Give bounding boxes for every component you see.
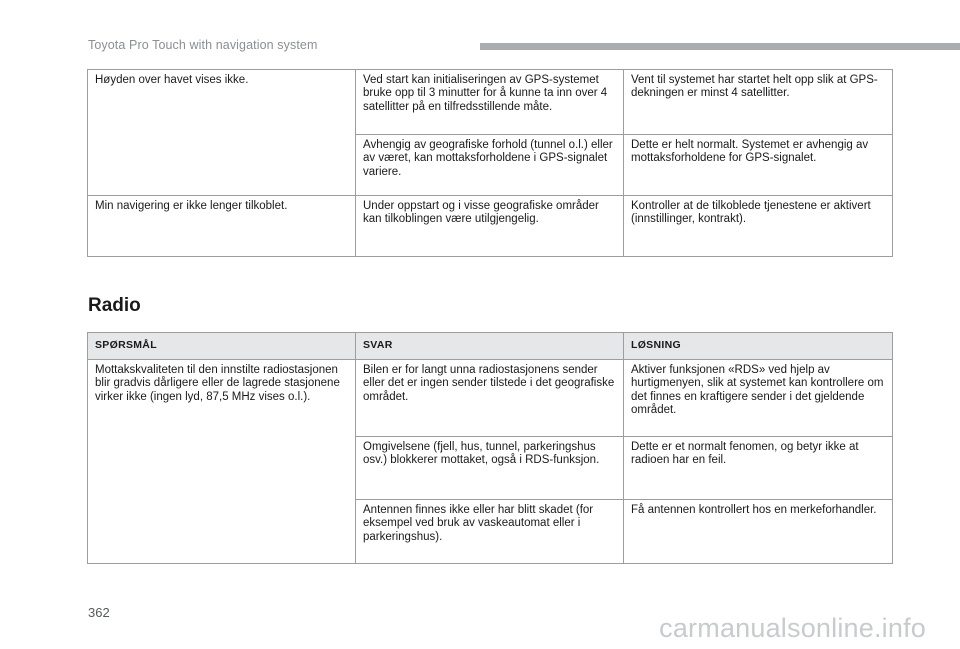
watermark: carmanualsonline.info	[659, 613, 926, 643]
answer-cell: Ved start kan initialiseringen av GPS-systemet bruke opp til 3 minutter for å kunne ta inn over 4 satellitter på en tilfredsstillende måte.	[356, 70, 624, 135]
solution-cell: Vent til systemet har startet helt opp slik at GPS-dekningen er minst 4 satellitter.	[624, 70, 893, 135]
section-title: Radio	[88, 295, 141, 316]
answer-cell: Bilen er for langt unna radiostasjonens sender eller det er ingen sender tilstede i det geografiske området.	[356, 360, 624, 437]
solution-cell: Dette er et normalt fenomen, og betyr ikke at radioen har en feil.	[624, 437, 893, 500]
question-cell: Mottakskvaliteten til den innstilte radiostasjonen blir gradvis dårligere eller de lagrede stasjonene virker ikke (ingen lyd, 87,5 MHz vises o.l.).	[88, 360, 356, 564]
question-cell: Min navigering er ikke lenger tilkoblet.	[88, 196, 356, 257]
solution-cell: Aktiver funksjonen «RDS» ved hjelp av hurtigmenyen, slik at systemet kan kontrollere om det finnes en kraftigere sender i det gjeldende området.	[624, 360, 893, 437]
column-header-question: SPØRSMÅL	[88, 333, 356, 360]
solution-cell: Kontroller at de tilkoblede tjenestene er aktivert (innstillinger, kontrakt).	[624, 196, 893, 257]
page-number: 362	[88, 605, 110, 620]
table-row	[88, 360, 893, 437]
question-cell: Høyden over havet vises ikke.	[88, 70, 356, 196]
table-header-row	[88, 333, 893, 360]
answer-cell: Omgivelsene (fjell, hus, tunnel, parkeringshus osv.) blokkerer mottaket, også i RDS-funksjon.	[356, 437, 624, 500]
solution-cell: Dette er helt normalt. Systemet er avhengig av mottaksforholdene for GPS-signalet.	[624, 135, 893, 196]
answer-cell: Under oppstart og i visse geografiske områder kan tilkoblingen være utilgjengelig.	[356, 196, 624, 257]
column-header-answer: SVAR	[356, 333, 624, 360]
table-row	[88, 196, 893, 257]
radio-troubleshooting-table	[87, 332, 893, 564]
solution-cell: Få antennen kontrollert hos en merkeforhandler.	[624, 500, 893, 564]
page-header-title: Toyota Pro Touch with navigation system	[88, 38, 318, 52]
answer-cell: Antennen finnes ikke eller har blitt skadet (for eksempel ved bruk av vaskeautomat eller i parkeringshus).	[356, 500, 624, 564]
header-bar	[480, 43, 960, 50]
answer-cell: Avhengig av geografiske forhold (tunnel o.l.) eller av været, kan mottaksforholdene i GPS-signalet variere.	[356, 135, 624, 196]
column-header-solution: LØSNING	[624, 333, 893, 360]
table-row	[88, 70, 893, 135]
gps-troubleshooting-table	[87, 69, 893, 257]
